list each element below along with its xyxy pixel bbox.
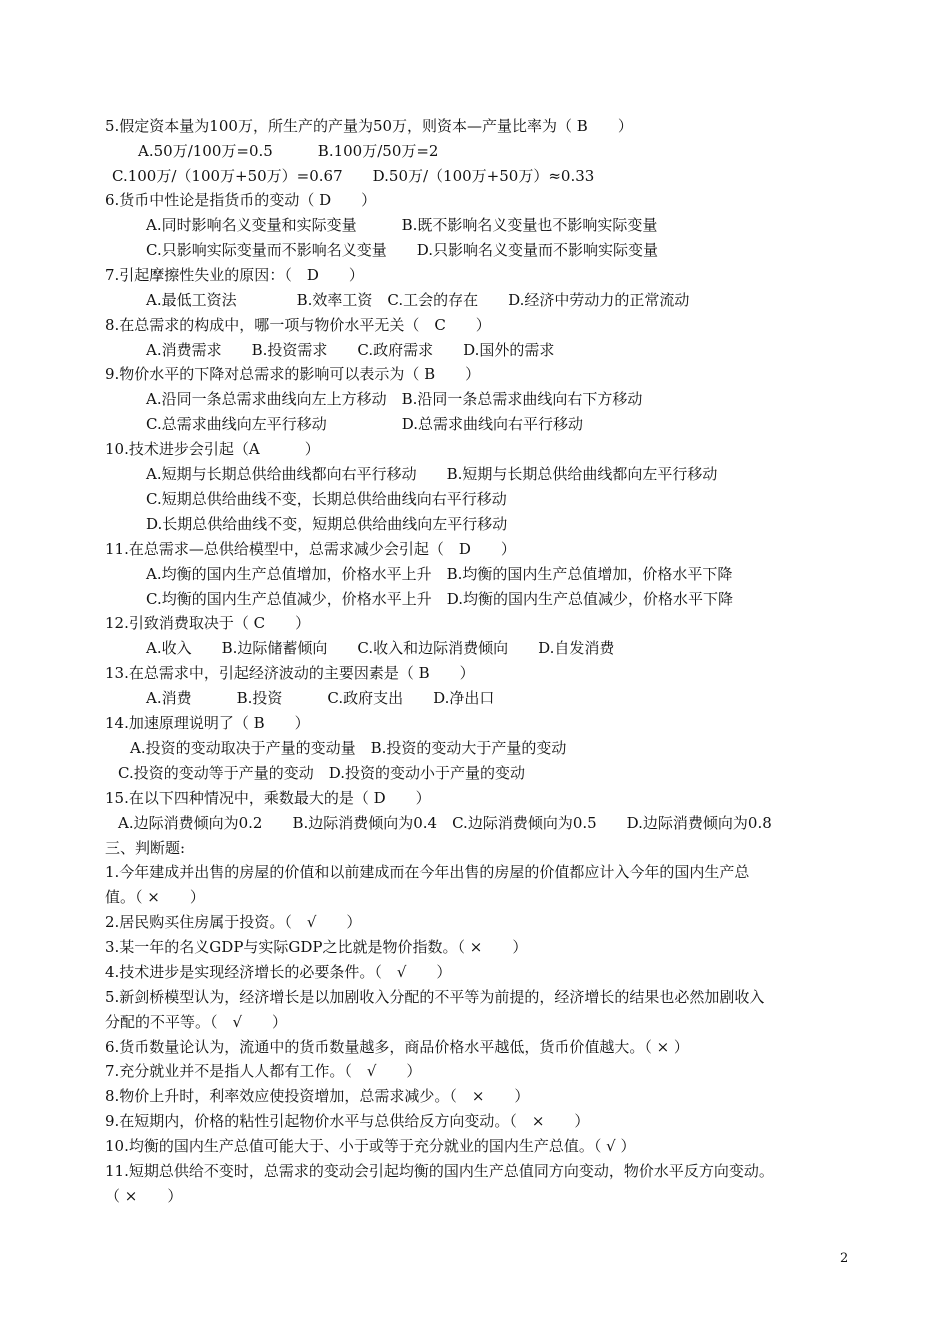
judgment-6: 6.货币数量论认为，流通中的货币数量越多，商品价格水平越低，货币价值越大。（ × ） bbox=[105, 1038, 689, 1056]
question-14: 14.加速原理说明了（ B ） bbox=[105, 714, 310, 732]
question-6-options-ab: A.同时影响名义变量和实际变量 B.既不影响名义变量也不影响实际变量 bbox=[146, 216, 658, 234]
question-5: 5.假定资本量为100万，所生产的产量为50万，则资本—产量比率为（ B ） bbox=[105, 117, 633, 135]
question-11-options-cd: C.均衡的国内生产总值减少，价格水平上升 D.均衡的国内生产总值减少，价格水平下降 bbox=[146, 590, 733, 608]
section-heading-judgment: 三、判断题: bbox=[105, 839, 186, 857]
judgment-2: 2.居民购买住房属于投资。（ √ ） bbox=[105, 913, 362, 931]
question-13-options: A.消费 B.投资 C.政府支出 D.净出口 bbox=[146, 689, 495, 707]
question-6: 6.货币中性论是指货币的变动（ D ） bbox=[105, 191, 377, 209]
question-6-options-cd: C.只影响实际变量而不影响名义变量 D.只影响名义变量而不影响实际变量 bbox=[146, 241, 658, 259]
judgment-1-line-2: 值。（ × ） bbox=[105, 888, 205, 906]
judgment-11-line-1: 11.短期总供给不变时，总需求的变动会引起均衡的国内生产总值同方向变动，物价水平反方向变动。 bbox=[105, 1162, 774, 1180]
question-5-options-ab: A.50万/100万=0.5 B.100万/50万=2 bbox=[138, 142, 439, 160]
question-10-options-ab: A.短期与长期总供给曲线都向右平行移动 B.短期与长期总供给曲线都向左平行移动 bbox=[146, 465, 718, 483]
judgment-8: 8.物价上升时，利率效应使投资增加，总需求减少。（ × ） bbox=[105, 1087, 530, 1105]
question-12: 12.引致消费取决于（ C ） bbox=[105, 614, 311, 632]
judgment-5-line-2: 分配的不平等。（ √ ） bbox=[105, 1013, 288, 1031]
judgment-1-line-1: 1.今年建成并出售的房屋的价值和以前建成而在今年出售的房屋的价值都应计入今年的国内生产总 bbox=[105, 863, 750, 881]
question-15-options: A.边际消费倾向为0.2 B.边际消费倾向为0.4 C.边际消费倾向为0.5 D.边际消费倾向为0.8 bbox=[118, 814, 772, 832]
question-7-options: A.最低工资法 B.效率工资 C.工会的存在 D.经济中劳动力的正常流动 bbox=[146, 291, 690, 309]
question-10-option-c: C.短期总供给曲线不变，长期总供给曲线向右平行移动 bbox=[146, 490, 507, 508]
question-13: 13.在总需求中，引起经济波动的主要因素是（ B ） bbox=[105, 664, 475, 682]
judgment-7: 7.充分就业并不是指人人都有工作。（ √ ） bbox=[105, 1062, 422, 1080]
question-9: 9.物价水平的下降对总需求的影响可以表示为（ B ） bbox=[105, 365, 481, 383]
judgment-3: 3.某一年的名义GDP与实际GDP之比就是物价指数。（ × ） bbox=[105, 938, 528, 956]
question-14-options-ab: A.投资的变动取决于产量的变动量 B.投资的变动大于产量的变动 bbox=[130, 739, 567, 757]
judgment-9: 9.在短期内，价格的粘性引起物价水平与总供给反方向变动。（ × ） bbox=[105, 1112, 590, 1130]
judgment-10: 10.均衡的国内生产总值可能大于、小于或等于充分就业的国内生产总值。（ √ ） bbox=[105, 1137, 636, 1155]
question-8-options: A.消费需求 B.投资需求 C.政府需求 D.国外的需求 bbox=[146, 341, 555, 359]
question-8: 8.在总需求的构成中，哪一项与物价水平无关（ C ） bbox=[105, 316, 491, 334]
question-12-options: A.收入 B.边际储蓄倾向 C.收入和边际消费倾向 D.自发消费 bbox=[146, 639, 615, 657]
question-11-options-ab: A.均衡的国内生产总值增加，价格水平上升 B.均衡的国内生产总值增加，价格水平下降 bbox=[146, 565, 733, 583]
question-11: 11.在总需求—总供给模型中，总需求减少会引起（ D ） bbox=[105, 540, 516, 558]
question-14-options-cd: C.投资的变动等于产量的变动 D.投资的变动小于产量的变动 bbox=[118, 764, 525, 782]
question-7: 7.引起摩擦性失业的原因：（ D ） bbox=[105, 266, 364, 284]
question-10: 10.技术进步会引起（A ） bbox=[105, 440, 320, 458]
judgment-4: 4.技术进步是实现经济增长的必要条件。（ √ ） bbox=[105, 963, 452, 981]
question-5-options-cd: C.100万/（100万+50万）=0.67 D.50万/（100万+50万）≈0.33 bbox=[112, 167, 595, 185]
question-9-options-cd: C.总需求曲线向左平行移动 D.总需求曲线向右平行移动 bbox=[146, 415, 583, 433]
question-10-option-d: D.长期总供给曲线不变，短期总供给曲线向左平行移动 bbox=[146, 515, 508, 533]
judgment-5-line-1: 5.新剑桥模型认为，经济增长是以加剧收入分配的不平等为前提的，经济增长的结果也必然加剧收入 bbox=[105, 988, 765, 1006]
judgment-11-line-2: （ × ） bbox=[105, 1187, 183, 1205]
page-number: 2 bbox=[840, 1251, 849, 1266]
question-9-options-ab: A.沿同一条总需求曲线向左上方移动 B.沿同一条总需求曲线向右下方移动 bbox=[146, 390, 643, 408]
question-15: 15.在以下四种情况中，乘数最大的是（ D ） bbox=[105, 789, 431, 807]
